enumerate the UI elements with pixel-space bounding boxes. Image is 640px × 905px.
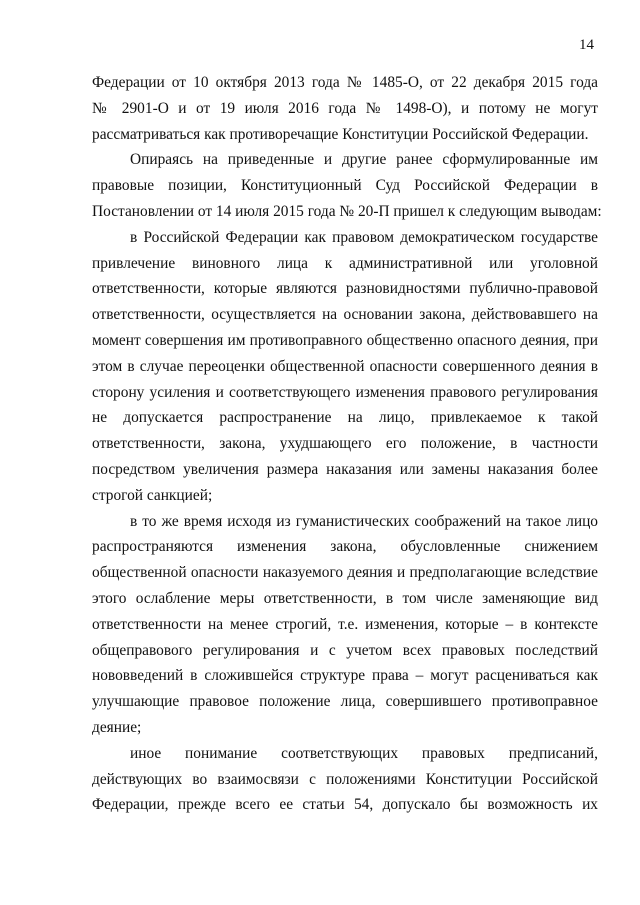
text-line: в Российской Федерации как правовом демократическом государстве — [130, 228, 598, 246]
text-line: общественной опасности наказуемого деяния и предполагающие вследствие — [92, 564, 598, 582]
text-line: строгой санкцией; — [92, 486, 213, 504]
text-line: посредством увеличения размера наказания или замены наказания более — [92, 460, 598, 478]
text-line: этого ослабление меры ответственности, в том числе заменяющие вид — [92, 589, 598, 607]
text-line: правовые позиции, Конституционный Суд Российской Федерации в — [92, 177, 598, 195]
text-line: Опираясь на приведенные и другие ранее сформулированные им — [130, 151, 598, 169]
text-line: № 2901-О и от 19 июля 2016 года № 1498-О), и потому не могут — [92, 99, 598, 117]
text-line: действующих во взаимосвязи с положениями Конституции Российской — [92, 770, 598, 788]
text-line: сторону усиления и соответствующего изменения правового регулирования — [92, 383, 598, 401]
text-line: рассматриваться как противоречащие Конституции Российской Федерации. — [92, 125, 589, 143]
text-line: Постановлении от 14 июля 2015 года № 20-П пришел к следующим выводам: — [92, 202, 602, 220]
text-line: Федерации, прежде всего ее статьи 54, допускало бы возможность их — [92, 796, 598, 814]
text-line: иное понимание соответствующих правовых предписаний, — [130, 744, 598, 762]
text-line: Федерации от 10 октября 2013 года № 1485-О, от 22 декабря 2015 года — [92, 74, 598, 91]
text-line: распространяются изменения закона, обусловленные снижением — [92, 538, 598, 556]
text-line: нововведений в сложившейся структуре права – могут расцениваться как — [92, 667, 598, 685]
text-line: момент совершения им противоправного общественно опасного деяния, при — [92, 331, 598, 349]
text-line: ответственности, закона, ухудшающего его положение, в частности — [92, 435, 598, 453]
text-line: не допускается распространение на лицо, привлекаемое к такой — [92, 409, 598, 427]
text-line: ответственности на менее строгий, т.е. изменения, которые – в контексте — [92, 615, 598, 633]
text-line: ответственности, которые являются разновидностями публично-правовой — [92, 280, 598, 298]
text-line: общеправового регулирования и с учетом всех правовых последствий — [92, 641, 598, 659]
body-text — [92, 70, 602, 818]
text-line: этом в случае переоценки общественной опасности совершенного деяния в — [92, 357, 598, 375]
text-line: привлечение виновного лица к административной или уголовной — [92, 254, 598, 272]
text-line: улучшающие правовое положение лица, совершившего противоправное — [92, 693, 598, 711]
text-line: в то же время исходя из гуманистических соображений на такое лицо — [130, 512, 598, 530]
text-line: деяние; — [92, 718, 142, 736]
text-line: ответственности, осуществляется на основании закона, действовавшего на — [92, 306, 598, 324]
page-number: 14 — [579, 37, 594, 53]
